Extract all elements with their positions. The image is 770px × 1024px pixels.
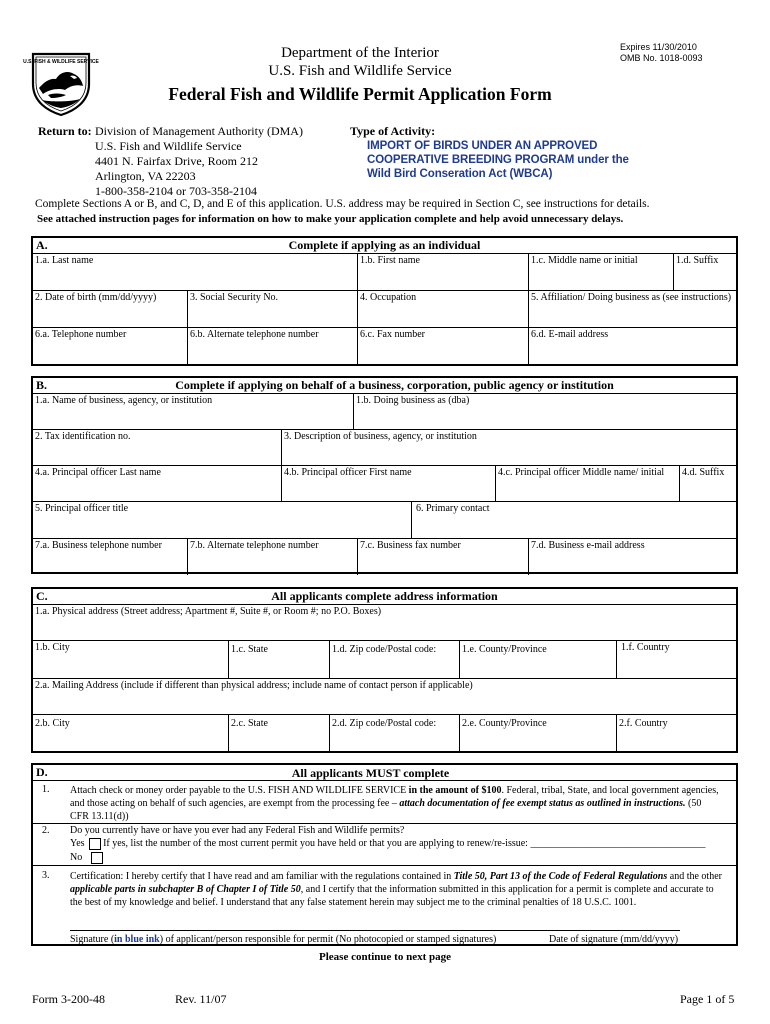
form-row	[33, 679, 736, 715]
certification-item	[33, 866, 736, 944]
prior-permits-item	[33, 824, 736, 866]
mailing-city-field[interactable]: 2.b. City	[35, 718, 70, 729]
fee-text: (50	[685, 798, 702, 809]
business-alt-telephone-field[interactable]: 7.b. Alternate telephone number	[187, 539, 357, 575]
mailing-zip-code-field[interactable]: 2.d. Zip code/Postal code:	[329, 715, 459, 751]
mailing-county-field[interactable]: 2.e. County/Province	[459, 715, 616, 751]
form-row	[33, 291, 736, 328]
signature-date-label: Date of signature (mm/dd/yyyy)	[549, 934, 679, 945]
item-number: 2.	[42, 825, 50, 836]
instructions-intro	[37, 197, 737, 227]
business-name-field[interactable]: 1.a. Name of business, agency, or institution	[35, 395, 213, 406]
sig-text: ) of applicant/person responsible for permit (No photocopied or stamped signatures)	[159, 934, 497, 945]
cert-text: , and I certify that the information submitted in this application for a permit is complete and accurate to	[300, 884, 714, 895]
omb-number: OMB No. 1018-0093	[620, 53, 703, 63]
intro-line-2: See attached instruction pages for information on how to make your application complete and help avoid unnecessary delays.	[37, 213, 624, 225]
expires-text: Expires 11/30/2010	[620, 42, 697, 52]
continue-note: Please continue to next page	[319, 951, 451, 963]
officer-suffix-field[interactable]: 4.d. Suffix	[679, 466, 736, 501]
fee-exempt-note: attach documentation of fee exempt status as outlined in instructions.	[399, 798, 686, 809]
yes-checkbox[interactable]	[89, 838, 101, 850]
cert-text: and the other	[667, 871, 722, 882]
activity-line: COOPERATIVE BREEDING PROGRAM under the	[367, 154, 629, 166]
form-row	[33, 641, 736, 679]
telephone-field[interactable]: 6.a. Telephone number	[35, 329, 127, 340]
suffix-field[interactable]: 1.d. Suffix	[673, 254, 736, 290]
form-row	[33, 328, 736, 364]
activity-line: Wild Bird Conseration Act (WBCA)	[367, 168, 553, 180]
activity-line: IMPORT OF BIRDS UNDER AN APPROVED	[367, 140, 598, 152]
dba-field[interactable]: 1.b. Doing business as (dba)	[353, 394, 736, 429]
cert-regulation: Title 50, Part 13 of the Code of Federal Regulations	[453, 871, 668, 882]
business-description-field[interactable]: 3. Description of business, agency, or institution	[281, 430, 736, 465]
activity-label: Type of Activity:	[350, 124, 436, 138]
primary-contact-field[interactable]: 6. Primary contact	[411, 502, 736, 538]
form-number: Form 3-200-48	[32, 992, 105, 1006]
return-to-lines	[95, 124, 303, 199]
section-letter: C.	[36, 589, 48, 603]
middle-name-field[interactable]: 1.c. Middle name or initial	[528, 254, 673, 290]
form-row	[33, 394, 736, 430]
section-title: All applicants complete address information	[271, 589, 498, 603]
affiliation-field[interactable]: 5. Affiliation/ Doing business as (see instructions)	[528, 291, 736, 327]
no-label: No	[70, 852, 83, 863]
blue-ink-note: in blue ink	[114, 934, 160, 945]
return-to-label: Return to:	[38, 124, 92, 138]
section-letter: B.	[36, 378, 48, 392]
county-field[interactable]: 1.e. County/Province	[459, 641, 616, 678]
address-line: Arlington, VA 22203	[95, 169, 196, 183]
item-number: 1.	[42, 784, 50, 795]
state-field[interactable]: 1.c. State	[228, 641, 329, 678]
mailing-state-field[interactable]: 2.c. State	[228, 715, 329, 751]
dept-line-1: Department of the Interior	[281, 45, 439, 61]
fee-amount: in the amount of $100	[408, 785, 502, 796]
address-line: U.S. Fish and Wildlife Service	[95, 139, 242, 153]
dept-line-2: U.S. Fish and Wildlife Service	[268, 63, 452, 79]
intro-line-1: Complete Sections A or B, and C, D, and E of this application. U.S. address may be required in Section C, see instructions for details.	[35, 198, 650, 210]
permit-number-prompt[interactable]: If yes, list the number of the most current permit you have held or that you are applying to renew/re-issue: ___________________________________	[103, 838, 706, 849]
mailing-country-field[interactable]: 2.f. Country	[616, 715, 736, 751]
address-line: Division of Management Authority (DMA)	[95, 124, 303, 138]
zip-code-field[interactable]: 1.d. Zip code/Postal code:	[329, 641, 459, 678]
section-c-header	[33, 589, 736, 605]
form-row	[33, 430, 736, 466]
section-a	[31, 236, 738, 366]
sig-text: Signature (	[70, 934, 115, 945]
officer-first-name-field[interactable]: 4.b. Principal officer First name	[281, 466, 495, 501]
fee-instructions	[70, 784, 736, 823]
return-to-address	[38, 124, 303, 198]
form-title: Federal Fish and Wildlife Permit Application Form	[168, 84, 552, 104]
cert-text: the best of my knowledge and belief. I understand that any false statement herein may subject me to the criminal penalties of 18 U.S.C. 1001.	[70, 897, 637, 908]
signature-line[interactable]	[70, 930, 680, 931]
officer-title-field[interactable]: 5. Principal officer title	[35, 503, 129, 514]
section-title: All applicants MUST complete	[291, 766, 450, 780]
email-field[interactable]: 6.d. E-mail address	[528, 328, 736, 364]
fee-text: CFR 13.11(d))	[70, 811, 129, 822]
first-name-field[interactable]: 1.b. First name	[357, 254, 528, 290]
form-row	[33, 715, 736, 751]
revision-date: Rev. 11/07	[175, 992, 227, 1006]
section-b-header	[33, 378, 736, 394]
certification-text	[70, 870, 738, 909]
section-d-header	[33, 765, 736, 781]
business-email-field[interactable]: 7.d. Business e-mail address	[528, 539, 736, 575]
address-line: 1-800-358-2104 or 703-358-2104	[95, 184, 257, 198]
tax-id-field[interactable]: 2. Tax identification no.	[35, 431, 131, 442]
fee-text: and those acting on behalf of such agencies, are exempt from the processing fee –	[70, 798, 400, 809]
omb-expiration	[620, 42, 703, 64]
form-row	[33, 605, 736, 641]
fee-text: Attach check or money order payable to the U.S. FISH AND WILDLIFE SERVICE	[70, 785, 407, 796]
section-title: Complete if applying on behalf of a business, corporation, public agency or institution	[175, 378, 614, 392]
form-row	[33, 502, 736, 539]
no-checkbox[interactable]	[91, 852, 103, 864]
section-c	[31, 587, 738, 753]
business-telephone-field[interactable]: 7.a. Business telephone number	[35, 540, 162, 551]
country-field[interactable]: 1.f. Country	[616, 641, 736, 678]
section-a-header	[33, 238, 736, 254]
section-letter: A.	[36, 238, 48, 252]
occupation-field[interactable]: 4. Occupation	[357, 291, 528, 327]
physical-address-field[interactable]: 1.a. Physical address (Street address; Apartment #, Suite #, or Room #; no P.O. Boxes)	[35, 606, 382, 617]
business-fax-field[interactable]: 7.c. Business fax number	[357, 539, 528, 575]
yes-label: Yes	[70, 838, 85, 849]
prior-permits-question	[70, 824, 736, 865]
alt-telephone-field[interactable]: 6.b. Alternate telephone number	[187, 328, 357, 364]
section-b	[31, 376, 738, 574]
date-of-birth-field[interactable]: 2. Date of birth (mm/dd/yyyy)	[35, 292, 157, 303]
department-heading	[0, 44, 720, 80]
section-letter: D.	[36, 765, 48, 779]
fax-field[interactable]: 6.c. Fax number	[357, 328, 528, 364]
last-name-field[interactable]: 1.a. Last name	[35, 255, 94, 266]
type-of-activity	[350, 124, 629, 181]
cert-text: Certification: I hereby certify that I have read and am familiar with the regulations contained in	[70, 871, 454, 882]
ssn-field[interactable]: 3. Social Security No.	[187, 291, 357, 327]
fee-item	[33, 782, 736, 824]
form-row	[33, 254, 736, 291]
cert-regulation: applicable parts in subchapter B of Chapter I of Title 50	[70, 884, 301, 895]
mailing-address-field[interactable]: 2.a. Mailing Address (include if different than physical address; include name of contact person if applicable)	[35, 680, 473, 691]
logo-text: U.S. FISH & WILDLIFE SERVICE	[23, 59, 99, 65]
section-title: Complete if applying as an individual	[288, 238, 481, 252]
officer-middle-name-field[interactable]: 4.c. Principal officer Middle name/ initial	[495, 466, 679, 501]
signature-label	[70, 933, 496, 946]
officer-last-name-field[interactable]: 4.a. Principal officer Last name	[35, 467, 161, 478]
city-field[interactable]: 1.b. City	[35, 642, 70, 653]
address-line: 4401 N. Fairfax Drive, Room 212	[95, 154, 258, 168]
form-row	[33, 539, 736, 575]
section-d	[31, 763, 738, 946]
form-row	[33, 466, 736, 502]
page-number: Page 1 of 5	[680, 992, 735, 1006]
item-number: 3.	[42, 870, 50, 881]
fee-text: . Federal, tribal, State, and local government agencies,	[501, 785, 719, 796]
prior-permits-text: Do you currently have or have you ever had any Federal Fish and Wildlife permits?	[70, 825, 405, 836]
